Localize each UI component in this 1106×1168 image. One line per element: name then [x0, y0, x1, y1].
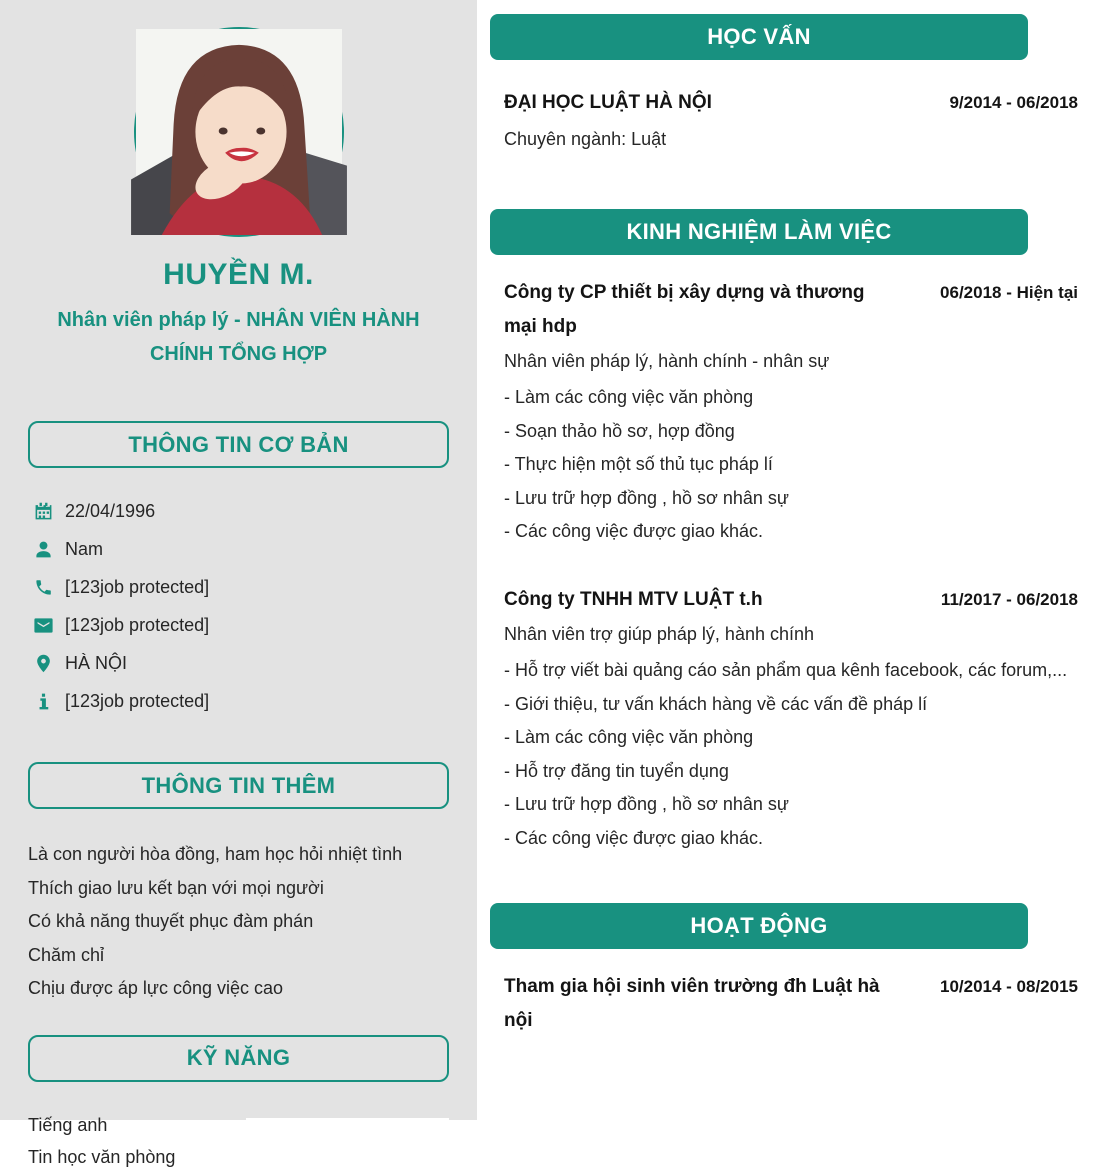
job-company: Công ty TNHH MTV LUẬT t.h: [504, 588, 763, 610]
skills-list: [28, 1115, 449, 1168]
sidebar: [0, 0, 477, 1167]
email-icon: [34, 616, 53, 635]
person-icon: [34, 540, 53, 559]
skill-row: [28, 1115, 449, 1136]
education-entry: [504, 86, 1078, 120]
more-info-list: [28, 838, 449, 1006]
info-row-gender: [34, 530, 449, 568]
job-duties: [504, 654, 1078, 856]
section-basic-info-header: THÔNG TIN CƠ BẢN: [28, 421, 449, 468]
job-duty: - Soạn thảo hồ sơ, hợp đồng: [504, 420, 735, 441]
job-role: Nhân viên trợ giúp pháp lý, hành chính: [504, 623, 815, 644]
job-date: 11/2017 - 06/2018: [940, 589, 1078, 609]
section-more-info-header: THÔNG TIN THÊM: [28, 762, 449, 809]
calendar-icon: [34, 502, 53, 521]
section-skills-header: KỸ NĂNG: [28, 1035, 449, 1082]
job-duty: - Lưu trữ hợp đồng , hồ sơ nhân sự: [504, 487, 789, 508]
job-company: Công ty CP thiết bị xây dựng và thương mại hdp: [504, 282, 865, 337]
job-date: 06/2018 - Hiện tại: [940, 283, 1078, 302]
job-duties: [504, 381, 1078, 549]
skill-label: Tin học văn phòng: [28, 1146, 176, 1167]
education-major: Chuyên ngành: Luật: [504, 129, 667, 149]
candidate-name: HUYỀN M.: [163, 258, 314, 291]
job-entry: [504, 276, 1078, 549]
more-info-line: Có khả năng thuyết phục đàm phán: [28, 911, 314, 931]
activity-date: 10/2014 - 08/2015: [939, 976, 1078, 996]
skill-label: Tiếng anh: [28, 1114, 108, 1135]
activity-title: Tham gia hội sinh viên trường đh Luật hà nội: [504, 975, 880, 1031]
section-experience-header: KINH NGHIỆM LÀM VIỆC: [490, 209, 1028, 255]
info-icon: [34, 692, 53, 711]
job-duty: - Các công việc được giao khác.: [504, 827, 763, 848]
job-duty: - Các công việc được giao khác.: [504, 521, 763, 542]
info-value: Nam: [65, 538, 104, 559]
info-value: [123job protected]: [65, 614, 210, 635]
education-school: ĐẠI HỌC LUẬT HÀ NỘI: [504, 92, 712, 113]
job-entry: [504, 583, 1078, 856]
section-education-header: HỌC VẤN: [490, 14, 1028, 60]
info-row-location: [34, 644, 449, 682]
education-date: 9/2014 - 06/2018: [949, 93, 1078, 112]
location-icon: [34, 654, 53, 673]
job-duty: - Hỗ trợ đăng tin tuyển dụng: [504, 760, 729, 781]
info-row-birthday: [34, 492, 449, 530]
info-value: HÀ NỘI: [65, 652, 128, 673]
candidate-job-title: Nhân viên pháp lý - NHÂN VIÊN HÀNH CHÍNH TỔNG HỢP: [57, 309, 420, 365]
job-duty: - Lưu trữ hợp đồng , hồ sơ nhân sự: [504, 794, 789, 815]
info-value: 22/04/1996: [65, 500, 156, 521]
more-info-line: Chăm chỉ: [28, 944, 105, 965]
info-value: [123job protected]: [65, 690, 210, 711]
job-duty: - Hỗ trợ viết bài quảng cáo sản phẩm qua kênh facebook, các forum,...: [504, 659, 1068, 680]
profile-photo-illustration: [136, 29, 342, 235]
skill-progress-bar: [246, 1150, 449, 1165]
skill-row: [28, 1147, 449, 1168]
info-row-phone: [34, 568, 449, 606]
job-role: Nhân viên pháp lý, hành chính - nhân sự: [504, 351, 830, 371]
section-activities-header: HOẠT ĐỘNG: [490, 903, 1028, 949]
profile-photo: [134, 27, 344, 237]
more-info-line: Chịu được áp lực công việc cao: [28, 978, 284, 998]
main-column: [477, 0, 1106, 1120]
more-info-line: Là con người hòa đồng, ham học hỏi nhiệt tình: [28, 844, 403, 864]
info-value: [123job protected]: [65, 576, 210, 597]
info-row-email: [34, 606, 449, 644]
info-row-extra: [34, 682, 449, 720]
more-info-line: Thích giao lưu kết bạn với mọi người: [28, 877, 324, 898]
job-duty: - Làm các công việc văn phòng: [504, 387, 754, 407]
job-duty: - Làm các công việc văn phòng: [504, 727, 754, 748]
skill-progress-bar: [246, 1118, 449, 1133]
phone-icon: [34, 578, 53, 597]
job-duty: - Thực hiện một số thủ tục pháp lí: [504, 454, 773, 475]
job-duty: - Giới thiệu, tư vấn khách hàng về các vấn đề pháp lí: [504, 693, 928, 714]
basic-info-list: [34, 492, 449, 720]
activity-entry: [504, 970, 1078, 1038]
